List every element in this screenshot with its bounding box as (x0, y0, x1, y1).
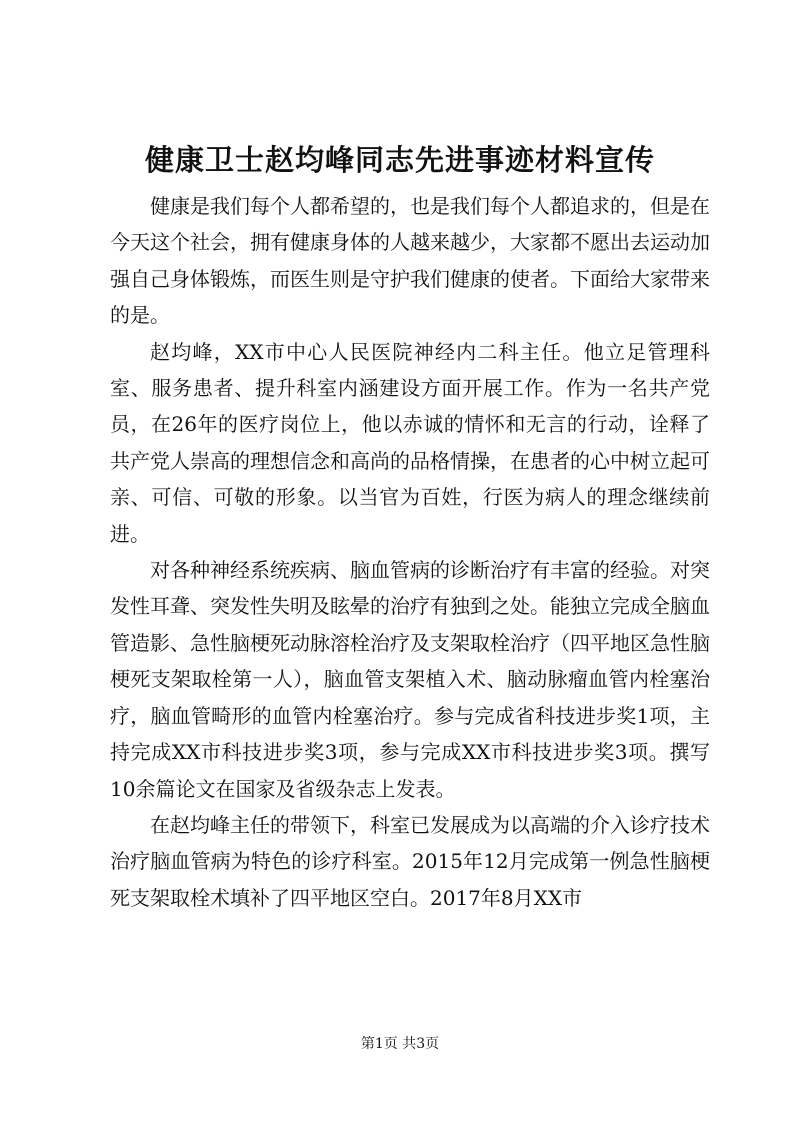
paragraph-achievements: 在赵均峰主任的带领下，科室已发展成为以高端的介入诊疗技术治疗脑血管病为特色的诊疗科室。2015年12月完成第一例急性脑梗死支架取栓术填补了四平地区空白。2017年8月XX市 (110, 812, 710, 910)
paragraph-profile: 赵均峰，XX市中心人民医院神经内二科主任。他立足管理科室、服务患者、提升科室内涵建设方面开展工作。作为一名共产党员，在26年的医疗岗位上，他以赤诚的情怀和无言的行动，诠释了共产党人崇高的理想信念和高尚的品格情操，在患者的心中树立起可亲、可信、可敬的形象。以当官为百姓，行医为病人的理念继续前进。 (110, 339, 710, 546)
paragraph-expertise: 对各种神经系统疾病、脑血管病的诊断治疗有丰富的经验。对突发性耳聋、突发性失明及眩晕的治疗有独到之处。能独立完成全脑血管造影、急性脑梗死动脉溶栓治疗及支架取栓治疗（四平地区急性脑梗死支架取栓第一人），脑血管支架植入术、脑动脉瘤血管内栓塞治疗，脑血管畸形的血管内栓塞治疗。参与完成省科技进步奖1项，主持完成XX市科技进步奖3项，参与完成XX市科技进步奖3项。撰写10余篇论文在国家及省级杂志上发表。 (110, 558, 710, 801)
paragraph-intro: 健康是我们每个人都希望的，也是我们每个人都追求的，但是在今天这个社会，拥有健康身体的人越来越少，大家都不愿出去运动加强自己身体锻炼，而医生则是守护我们健康的使者。下面给大家带来的是。 (110, 194, 710, 328)
document-title: 健康卫士赵均峰同志先进事迹材料宣传 (144, 143, 655, 177)
document-body (110, 188, 710, 916)
page-number-footer: 第1页 共3页 (360, 1036, 440, 1052)
